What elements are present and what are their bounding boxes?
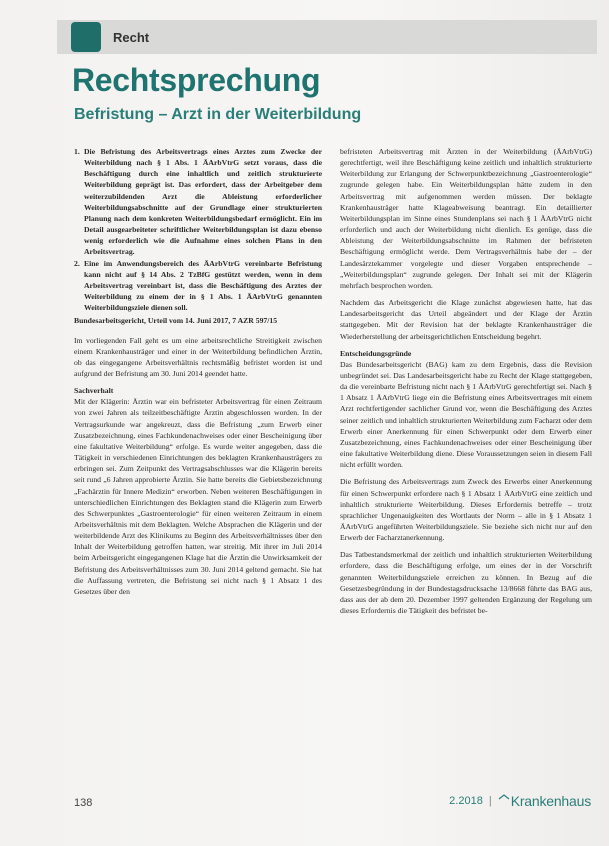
section-header <box>57 20 597 54</box>
headnote-item <box>74 146 322 258</box>
gruende-paragraph: Die Befristung des Arbeitsvertrags zum Zweck des Erwerbs einer Anerkennung für einen Schwerpunkt erfordere nach § 1 Absatz 1 ÄArbVtrG eine zeitlich und inhaltlich strukturierte Weiterbildung. Dieses Erfordernis betreffe – trotz sprachlicher Ungenauigkeiten des Wortlauts der Norm – alle in § 1 Absatz 1 ÄArbVtrG angeführten Weiterbildungsziele. Sie beziehe sich nicht nur auf den Erwerb der Facharztanerkennung. <box>340 477 592 543</box>
house-icon <box>498 794 510 804</box>
headnotes-list <box>74 146 322 313</box>
headnote-number: 2. <box>74 258 80 268</box>
brand-logo <box>498 793 591 809</box>
headnote-text: Die Befristung des Arbeitsvertrags eines Arztes zum Zwecke der Weiterbildung nach § 1 Abs. 1 ÄArbVtrG setzt voraus, dass die Beschäftigung durch eine inhaltlich und zeitlich strukturierte Weiterbildung geprägt ist. Das erfordert, dass der Arbeitgeber dem weiterzubildenden Arzt die Ableistung erforderlicher Weiterbildungsabschnitte auf der Grundlage einer strukturierten Planung nach dem konkreten Weiterbildungsbedarf ermöglicht. Ein im Detail ausgearbeiteter schriftlicher Weiterbildungsplan ist dazu ebenso wenig erforderlich wie die Aufnahme eines solchen Plans in den Arbeitsvertrag. <box>84 147 322 257</box>
sachverhalt-paragraph: Mit der Klägerin: Ärztin war ein befristeter Arbeitsvertrag für einen Zeitraum von zwei Jahren als teilzeitbeschäftigte Ärztin abgeschlossen worden. In der Vertragsurkunde war angekreuzt, dass die Befristung „zum Erwerb einer Zusatzbezeichnung, eines Fachkundenachweises oder einer Bescheinigung über eine fakultative Weiterbildung“ erfolge. Es wurde weiter angegeben, dass die Tätigkeit in verschiedenen Einrichtungen des beklagten Krankenhausträgers zu erbringen sei. Zum Zeitpunkt des Vertragsabschlusses war die Klägerin bereits seit rund „6 Jahren approbierte Ärztin. Sie hatte bereits die Gebietsbezeichnung „Fachärztin für Innere Medizin“ erworben. Neben weiteren Beschäftigungen in unterschiedlichen Einrichtungen des Beklagten stand die Klägerin zum Erwerb des Schwerpunktes „Gastroenterologie“ für einen weiteren Zeitraum in einem Arbeitsverhältnis mit dem Beklagten. Welche Absprachen die Klägerin und der weiterbildende Arzt des Klinikums zu Beginn des Arbeitsverhältnisses über den Inhalt der Weiterbildung getroffen hatten, war streitig. Mit ihrer im Juli 2014 beim Arbeitsgericht eingegangenen Klage hat die Ärztin die Unwirksamkeit der Befristung des Arbeitsverhältnisses zum 30. Juni 2014 geltend gemacht. Sie hat die Auffassung vertreten, die Befristung sei nicht nach § 1 Absatz 1 des Gesetzes über den <box>74 397 322 596</box>
headnote-text: Eine im Anwendungsbereich des ÄArbVtrG vereinbarte Befristung kann nicht auf § 14 Abs. 2 TzBfG gestützt werden, wenn in dem Arbeitsvertrag vereinbart ist, dass die Beschäftigung des Arztes der Weiterbildung zu einem der in § 1 Abs. 1 ÄArbVtrG genannten Weiterbildungsziele dienen soll. <box>84 258 322 313</box>
intro-paragraph: Im vorliegenden Fall geht es um eine arbeitsrechtliche Streitigkeit zwischen einem Krankenhausträger und einer in der Weiterbildung befindlichen Ärztin, ob das eingegangene Arbeitsverhältnis rechtsmäßig befristet worden ist und aufgrund der Befristung am 30. Juni 2014 geendet hatte. <box>74 335 322 378</box>
section-color-square <box>71 22 101 52</box>
page-title: Rechtsprechung <box>72 62 321 98</box>
court-citation: Bundesarbeitsgericht, Urteil vom 14. Juni 2017, 7 AZR 597/15 <box>74 316 278 326</box>
footer-separator: | <box>488 795 492 807</box>
sachverhalt-heading: Sachverhalt <box>74 386 114 396</box>
article-subtitle: Befristung – Arzt in der Weiterbildung <box>74 106 362 123</box>
headnote-number: 1. <box>74 147 80 156</box>
footer-issue <box>449 793 591 809</box>
left-column <box>74 146 322 603</box>
gruende-paragraph: Das Bundesarbeitsgericht (BAG) kam zu dem Ergebnis, dass die Revision unbegründet sei. Das Landesarbeitsgericht habe zu Recht der Klage stattgegeben, da die vereinbarte Befristung nicht nach § 1 ÄArbVtrG gerechtfertigt sei. Nach § 1 Absatz 1 ÄArbVtrG liege ein die Befristung eines Arbeitsvertrages mit einem Arzt rechtfertigender sachlicher Grund vor, wenn die Beschäftigung des Arztes seiner zeitlich und inhaltlich strukturierten Weiterbildung zum Facharzt oder dem Erwerb einer Anerkennung für einen Schwerpunkt oder dem Erwerb einer Zusatzbezeichnung, eines Fachkundenachweises oder einer Bescheinigung über eine fakultative Weiterbildung diene. Diese Voraussetzungen seien in diesem Fall nicht erfüllt worden. <box>340 359 592 470</box>
right-column <box>340 146 592 622</box>
gruende-heading: Entscheidungsgründe <box>340 348 412 358</box>
page-number: 138 <box>74 797 93 809</box>
headnote-item <box>74 258 322 314</box>
issue-number: 2.2018 <box>449 795 483 807</box>
section-tag: Recht <box>113 29 150 45</box>
gruende-paragraph: Das Tatbestandsmerkmal der zeitlich und inhaltlich strukturierten Weiterbildung erfordere, dass die Beschäftigung erfolge, um eines der in der Vorschrift genannten Weiterbildungsziele erreichen zu können. In Bezug auf die Gesetzesbegründung in der Bundestagsdrucksache 13/8668 führte das BAG aus, dass aus der ab dem 20. Dezember 1997 geltenden Ergänzung der Regelung um dieses Erfordernis die Tätigkeit des befristet be- <box>340 550 592 616</box>
body-paragraph: befristeten Arbeitsvertrag mit Ärzten in der Weiterbildung (ÄArbVtrG) gerechtfertigt, weil ihre Beschäftigung keine zeitlich und inhaltlich strukturierte Weiterbildung zur Erlangung der Schwerpunktbezeichnung „Gastroenterologie“ zugrunde gelegen habe. Ein Weiterbildungsplan hätte zudem in den Arbeitsvertrag mit aufgenommen werden müssen. Der beklagte Krankenhausträger hatte Klageabweisung beantragt. Ein detaillierter Weiterbildungsplan im Sinne eines Stundenplans sei nach § 1 ÄArbVtrG nicht erforderlich und auch der Weiterbildung nicht dienlich. Es genüge, dass die Ableistung der Weiterbildungsabschnitte im Rahmen der befristeten Beschäftigung ermöglicht werde. Dem Vertragsverhältnis habe der – der Landesärztekammer vorgelegte und dieser Vorgaben entsprechende – „Weiterbildungsplan“ zugrunde gelegen. Der Inhalt sei mit der Klägerin mehrfach besprochen worden. <box>340 147 592 290</box>
body-paragraph: Nachdem das Arbeitsgericht die Klage zunächst abgewiesen hatte, hat das Landesarbeitsgericht das Urteil abgeändert und der Klage der Ärztin stattgegeben. Mit der Revision hat der beklagte Krankenhausträger die Wiederherstellung der arbeitsgerichtlichen Entscheidung begehrt. <box>340 298 592 341</box>
brand-name: Krankenhaus <box>510 793 591 809</box>
